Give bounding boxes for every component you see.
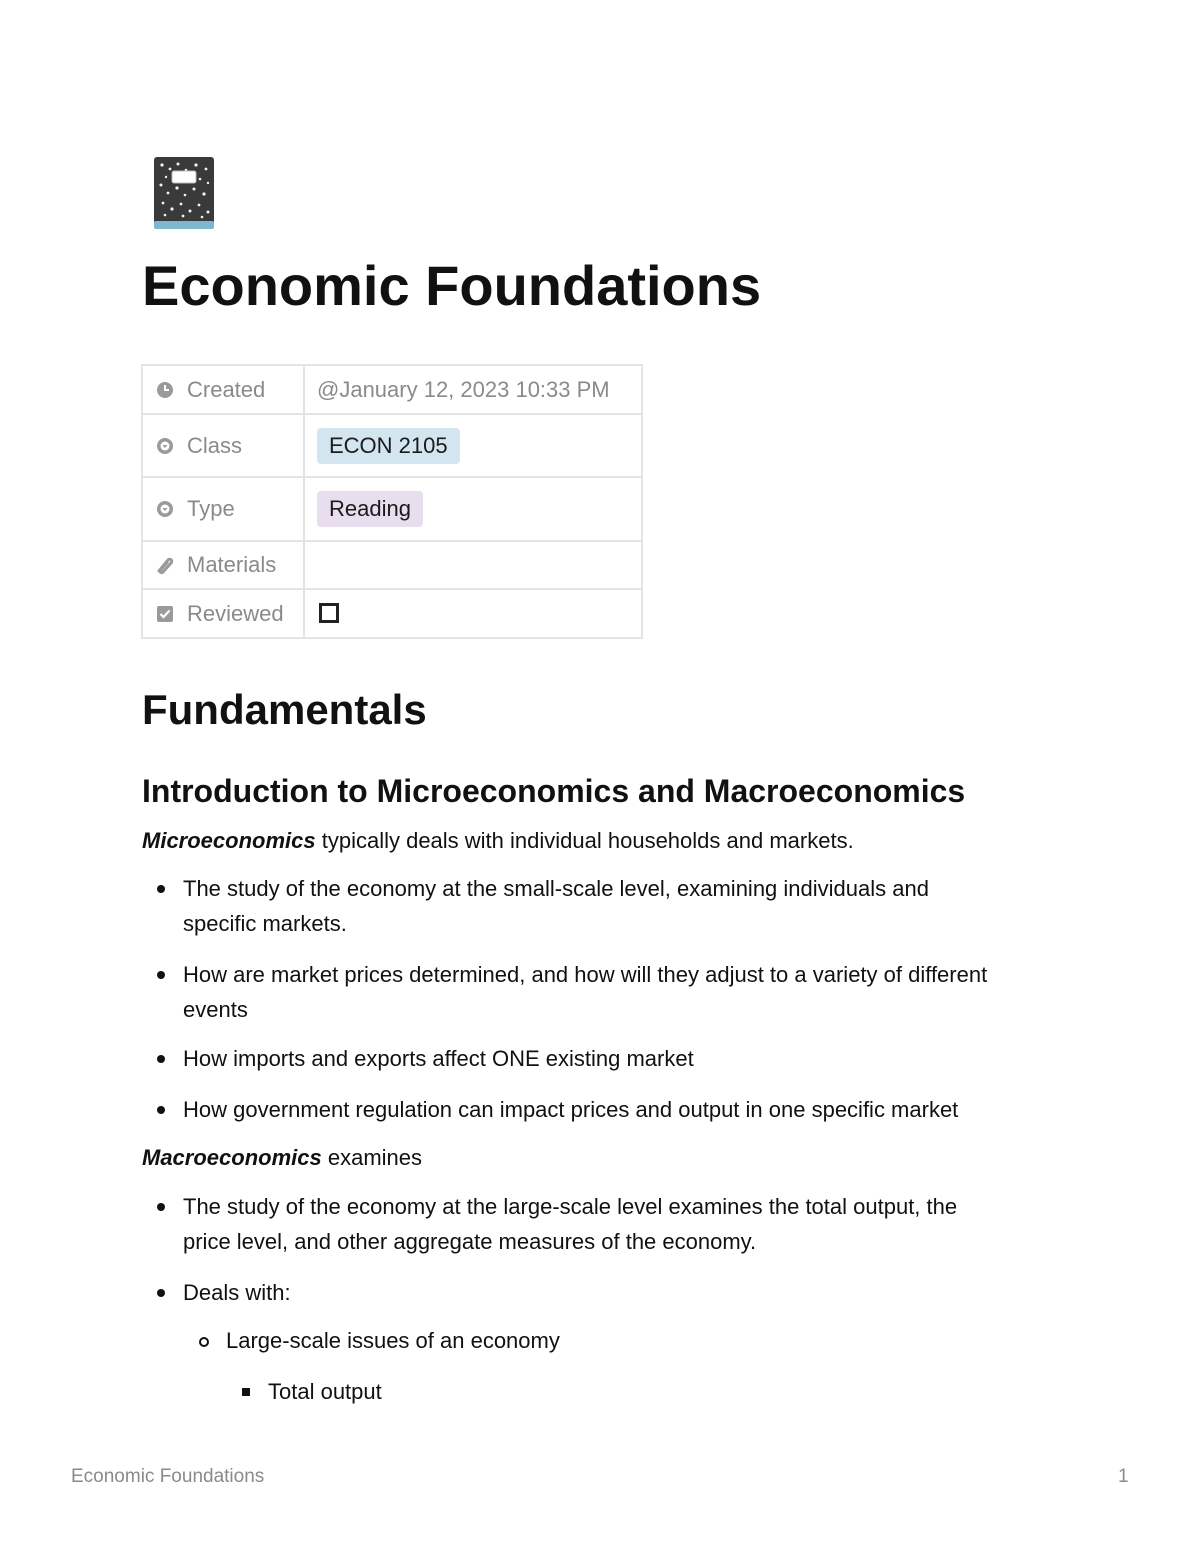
micro-term: Microeconomics xyxy=(142,828,316,853)
property-type-row xyxy=(142,477,642,541)
property-reviewed-row xyxy=(142,589,642,638)
bullet-dot xyxy=(157,1289,165,1297)
property-class-row xyxy=(142,414,642,477)
list-item: The study of the economy at the large-scale level examines the total output, the price level, and other aggregate measures of the economy. xyxy=(183,1194,958,1254)
bullet-dot xyxy=(157,885,165,893)
bullet-dot xyxy=(157,971,165,979)
property-label: Class xyxy=(187,432,243,458)
subsection-heading: Introduction to Microeconomics and Macroeconomics xyxy=(142,773,966,809)
bullet-dot xyxy=(157,1106,165,1114)
properties-table xyxy=(141,364,643,639)
list-item: The study of the economy at the small-scale level, examining individuals and specific markets. xyxy=(183,876,929,936)
section-heading: Fundamentals xyxy=(142,686,427,733)
property-label: Reviewed xyxy=(187,600,284,626)
macro-paragraph xyxy=(142,1140,422,1175)
paperclip-icon xyxy=(155,555,175,575)
checkbox-icon xyxy=(155,604,175,624)
bullet-dot xyxy=(157,1055,165,1063)
property-label: Materials xyxy=(187,552,277,577)
reviewed-checkbox[interactable] xyxy=(319,603,339,623)
created-date-value[interactable]: @January 12, 2023 10:33 PM xyxy=(317,376,610,402)
property-created-row xyxy=(142,365,642,414)
notebook-icon xyxy=(152,155,216,231)
list-item: How are market prices determined, and how will they adjust to a variety of different events xyxy=(183,962,988,1022)
class-tag[interactable]: ECON 2105 xyxy=(317,428,460,464)
materials-value[interactable] xyxy=(304,541,642,589)
micro-paragraph xyxy=(142,823,854,858)
micro-description: typically deals with individual households and markets. xyxy=(315,828,854,853)
macro-term: Macroeconomics xyxy=(142,1145,322,1170)
property-label: Created xyxy=(187,376,266,402)
bullet-circle xyxy=(199,1337,209,1347)
select-icon xyxy=(155,499,175,519)
clock-icon xyxy=(155,380,175,400)
footer-title: Economic Foundations xyxy=(71,1466,265,1487)
type-tag[interactable]: Reading xyxy=(317,491,423,527)
property-label: Type xyxy=(187,496,235,521)
macro-description: examines xyxy=(321,1145,423,1170)
select-icon xyxy=(155,436,175,456)
property-materials-row xyxy=(142,541,642,589)
bullet-dot xyxy=(157,1203,165,1211)
nested-list-item: Total output xyxy=(268,1379,382,1404)
list-item: How imports and exports affect ONE existing market xyxy=(183,1046,694,1071)
nested-list-item: Large-scale issues of an economy xyxy=(226,1328,560,1353)
bullet-square xyxy=(242,1388,250,1396)
page-number: 1 xyxy=(1118,1466,1129,1487)
list-item: How government regulation can impact prices and output in one specific market xyxy=(183,1097,959,1122)
page-title: Economic Foundations xyxy=(142,254,762,317)
list-item: Deals with: xyxy=(183,1280,291,1305)
